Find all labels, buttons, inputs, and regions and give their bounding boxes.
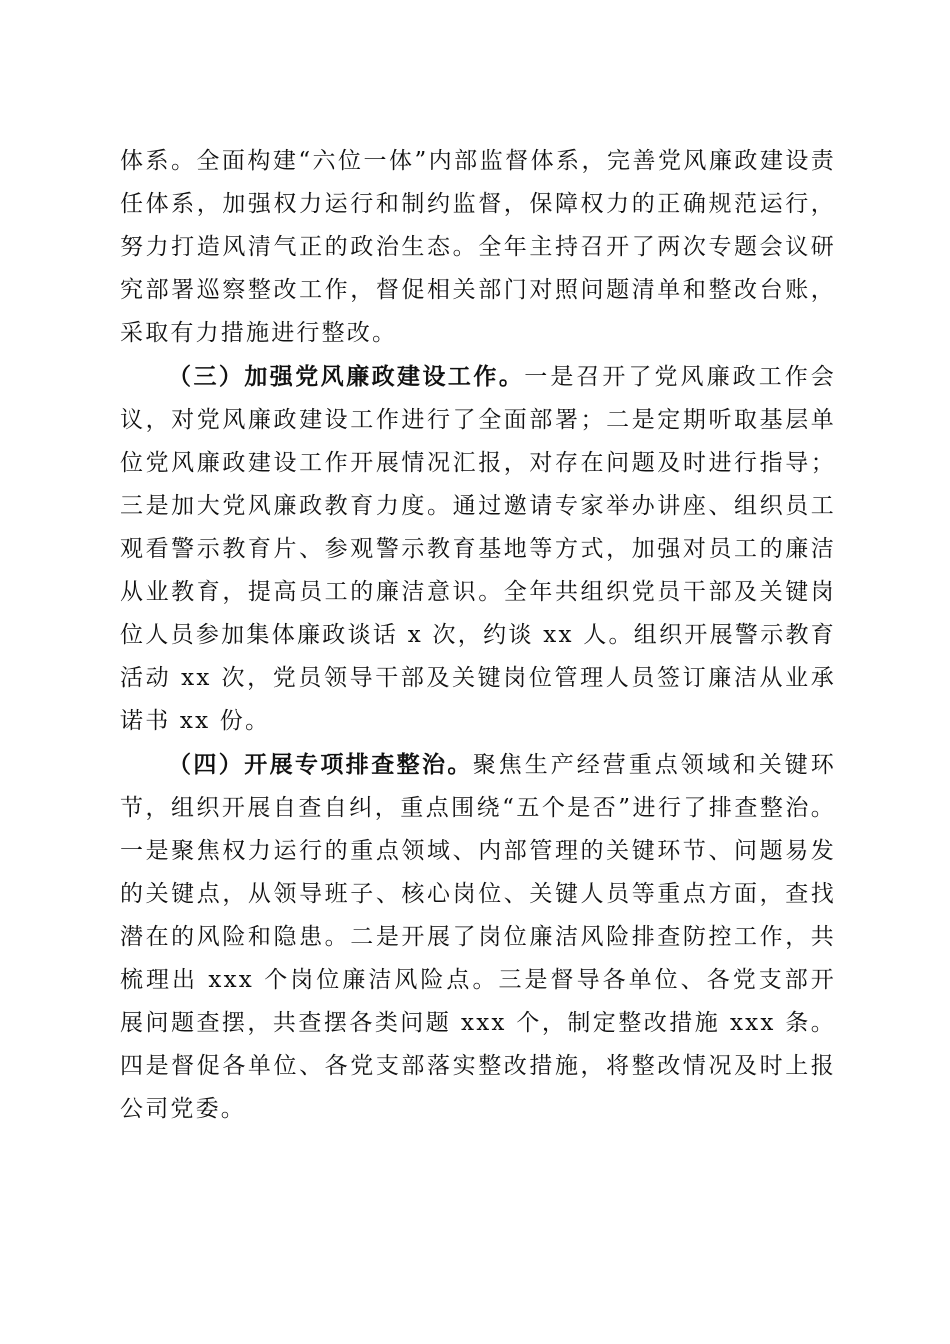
paragraph-supervision-system <box>120 140 836 355</box>
paragraph-1-text: 体系。全面构建“六位一体”内部监督体系，完善党风廉政建设责任体系，加强权力运行和制约监督，保障权力的正确规范运行，努力打造风清气正的政治生态。全年主持召开了两次专题会议研究部署巡察整改工作，督促相关部门对照问题清单和整改台账，采取有力措施进行整改。 <box>120 148 836 346</box>
document-body <box>120 140 836 1131</box>
paragraph-3-text: 聚焦生产经营重点领域和关键环节，组织开展自查自纠，重点围绕“五个是否”进行了排查整治。一是聚焦权力运行的重点领域、内部管理的关键环节、问题易发的关键点，从领导班子、核心岗位、关键人员等重点方面，查找潜在的风险和隐患。二是开展了岗位廉洁风险排查防控工作，共梳理出 xxx 个岗位廉洁风险点。三是督导各单位、各党支部开展问题查摆，共查摆各类问题 xxx 个，制定整改措施 xxx 条。四是督促各单位、各党支部落实整改措施，将整改情况及时上报公司党委。 <box>120 752 836 1122</box>
section-heading-3: （三）加强党风廉政建设工作。 <box>168 363 525 390</box>
paragraph-2-text: 一是召开了党风廉政工作会议，对党风廉政建设工作进行了全面部署；二是定期听取基层单位党风廉政建设工作开展情况汇报，对存在问题及时进行指导；三是加大党风廉政教育力度。通过邀请专家举办讲座、组织员工观看警示教育片、参观警示教育基地等方式，加强对员工的廉洁从业教育，提高员工的廉洁意识。全年共组织党员干部及关键岗位人员参加集体廉政谈话 x 次，约谈 xx 人。组织开展警示教育活动 xx 次，党员领导干部及关键岗位管理人员签订廉洁从业承诺书 xx 份。 <box>120 364 836 734</box>
section-heading-4: （四）开展专项排查整治。 <box>168 751 473 778</box>
paragraph-clean-governance <box>120 355 836 743</box>
paragraph-special-inspection <box>120 743 836 1131</box>
